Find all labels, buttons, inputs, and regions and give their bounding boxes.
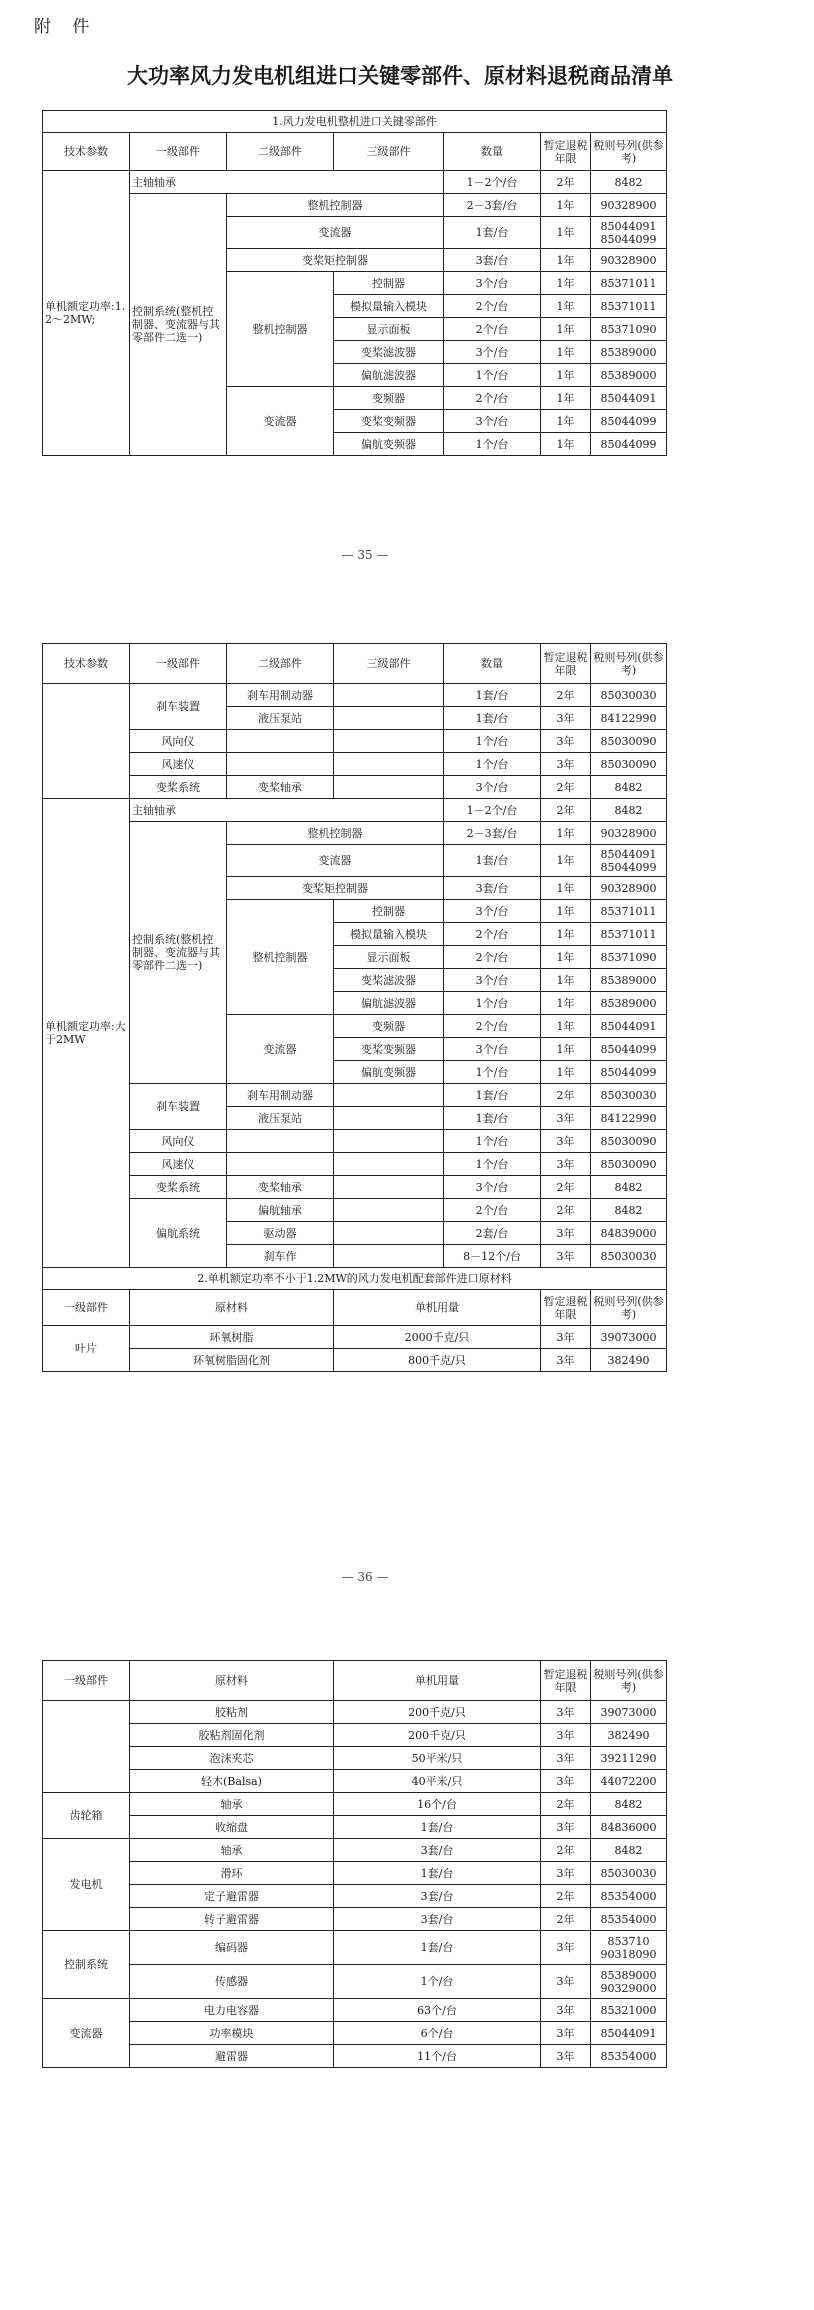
- table-cell: 39073000: [591, 1326, 667, 1349]
- parts-table-page-35: [42, 110, 667, 456]
- table-cell: 85030090: [591, 1130, 667, 1153]
- table-cell: 1年: [541, 295, 591, 318]
- table-cell: [43, 1701, 130, 1793]
- table-cell: [334, 1245, 444, 1268]
- header-cell: 原材料: [130, 1661, 334, 1701]
- table-cell: 环氧树脂固化剂: [130, 1349, 334, 1372]
- table-cell: 1个/台: [444, 1130, 541, 1153]
- tech-param-cell: 单机额定功率:大于2MW: [43, 799, 130, 1268]
- header-cell: 技术参数: [43, 133, 130, 171]
- table-cell: 85044099: [591, 1038, 667, 1061]
- table-cell: [43, 684, 130, 799]
- table-cell: 3个/台: [444, 410, 541, 433]
- table-cell: 8482: [591, 776, 667, 799]
- table-cell: 变桨系统: [130, 776, 227, 799]
- table-cell: 轴承: [130, 1839, 334, 1862]
- table-cell: 液压泵站: [227, 707, 334, 730]
- table-cell: 1个/台: [444, 1061, 541, 1084]
- table-cell: 1个/台: [444, 730, 541, 753]
- header-cell: 一级部件: [43, 1661, 130, 1701]
- table-cell: 收缩盘: [130, 1816, 334, 1839]
- header-cell: 一级部件: [130, 644, 227, 684]
- table-cell: [334, 1176, 444, 1199]
- table-cell: 风向仪: [130, 730, 227, 753]
- table-cell: 3年: [541, 1222, 591, 1245]
- header-cell: 技术参数: [43, 644, 130, 684]
- header-cell: 二级部件: [227, 133, 334, 171]
- table-cell: 3个/台: [444, 272, 541, 295]
- table-cell: 1年: [541, 822, 591, 845]
- table-cell: 2000千克/只: [334, 1326, 541, 1349]
- table-cell: 模拟量输入模块: [334, 923, 444, 946]
- section-title: 2.单机额定功率不小于1.2MW的风力发电机配套部件进口原材料: [43, 1268, 667, 1290]
- table-cell: [334, 1153, 444, 1176]
- table-cell: 16个/台: [334, 1793, 541, 1816]
- table-cell: 变桨变频器: [334, 410, 444, 433]
- table-cell: 3年: [541, 1747, 591, 1770]
- table-cell: 变流器: [227, 387, 334, 456]
- table-cell: 853710 90318090: [591, 1931, 667, 1965]
- table-cell: 1年: [541, 946, 591, 969]
- table-cell: 85030030: [591, 1245, 667, 1268]
- table-cell: 整机控制器: [227, 822, 444, 845]
- table-cell: 变桨滤波器: [334, 969, 444, 992]
- table-cell: 3年: [541, 1107, 591, 1130]
- table-cell: 3年: [541, 1965, 591, 1999]
- section-title: 1.风力发电机整机进口关键零部件: [43, 111, 667, 133]
- table-cell: 50平米/只: [334, 1747, 541, 1770]
- table-cell: 2个/台: [444, 318, 541, 341]
- table-cell: 1年: [541, 364, 591, 387]
- table-cell: 39073000: [591, 1701, 667, 1724]
- table-cell: 85030030: [591, 684, 667, 707]
- header-cell: 暂定退税年限: [541, 644, 591, 684]
- table-cell: 3年: [541, 1701, 591, 1724]
- table-cell: 40平米/只: [334, 1770, 541, 1793]
- table-cell: 85354000: [591, 1885, 667, 1908]
- table-cell: 变桨系统: [130, 1176, 227, 1199]
- table-cell: 1年: [541, 318, 591, 341]
- table-cell: 3年: [541, 1999, 591, 2022]
- header-cell: 单机用量: [334, 1290, 541, 1326]
- table-cell: 2年: [541, 1793, 591, 1816]
- table-cell: 偏航滤波器: [334, 992, 444, 1015]
- table-cell: 变桨轴承: [227, 1176, 334, 1199]
- table-cell: [227, 1130, 334, 1153]
- table-cell: 85371011: [591, 923, 667, 946]
- table-cell: [334, 730, 444, 753]
- table-cell: 3个/台: [444, 341, 541, 364]
- table-cell: 控制系统: [43, 1931, 130, 1999]
- table-cell: 偏航变频器: [334, 433, 444, 456]
- table-cell: 8－12个/台: [444, 1245, 541, 1268]
- header-cell: 三级部件: [334, 644, 444, 684]
- table-cell: [334, 1130, 444, 1153]
- table-cell: 3年: [541, 1245, 591, 1268]
- table-cell: 6个/台: [334, 2022, 541, 2045]
- table-cell: 主轴轴承: [130, 171, 444, 194]
- table-cell: 1年: [541, 900, 591, 923]
- table-cell: 叶片: [43, 1326, 130, 1372]
- header-cell: 暂定退税年限: [541, 133, 591, 171]
- table-cell: 刹车装置: [130, 684, 227, 730]
- header-cell: 数量: [444, 644, 541, 684]
- header-cell: 三级部件: [334, 133, 444, 171]
- annex-label: 附 件: [34, 17, 98, 37]
- table-cell: [227, 1153, 334, 1176]
- table-cell: [227, 730, 334, 753]
- table-cell: 3年: [541, 2045, 591, 2068]
- table-cell: 显示面板: [334, 946, 444, 969]
- table-cell: 偏航系统: [130, 1199, 227, 1268]
- table-cell: 齿轮箱: [43, 1793, 130, 1839]
- table-cell: 8482: [591, 171, 667, 194]
- table-cell: 3个/台: [444, 1038, 541, 1061]
- table-cell: 3年: [541, 1816, 591, 1839]
- table-cell: 3年: [541, 1326, 591, 1349]
- table-cell: 刹车用制动器: [227, 684, 334, 707]
- table-cell: [334, 776, 444, 799]
- table-cell: [334, 753, 444, 776]
- table-cell: 刹车作: [227, 1245, 334, 1268]
- table-cell: 85389000: [591, 341, 667, 364]
- table-cell: 2年: [541, 1885, 591, 1908]
- table-cell: 显示面板: [334, 318, 444, 341]
- table-cell: 整机控制器: [227, 272, 334, 387]
- table-cell: 偏航轴承: [227, 1199, 334, 1222]
- table-cell: 1年: [541, 1015, 591, 1038]
- table-cell: 85030090: [591, 1153, 667, 1176]
- table-cell: 电力电容器: [130, 1999, 334, 2022]
- parts-table-page-36: [42, 643, 667, 1372]
- table-cell: 85371090: [591, 318, 667, 341]
- table-cell: 3年: [541, 1349, 591, 1372]
- header-cell: 税则号列(供参考): [591, 644, 667, 684]
- table-cell: 1套/台: [444, 217, 541, 249]
- table-cell: 胶粘剂固化剂: [130, 1724, 334, 1747]
- table-cell: 3套/台: [334, 1839, 541, 1862]
- table-cell: 1年: [541, 1061, 591, 1084]
- table-cell: 85354000: [591, 2045, 667, 2068]
- table-cell: 85044091: [591, 1015, 667, 1038]
- table-cell: 液压泵站: [227, 1107, 334, 1130]
- table-cell: 1年: [541, 410, 591, 433]
- table-cell: 3个/台: [444, 776, 541, 799]
- table-cell: 1年: [541, 341, 591, 364]
- table-cell: [334, 1107, 444, 1130]
- table-cell: 2－3套/台: [444, 194, 541, 217]
- table-cell: 3套/台: [444, 877, 541, 900]
- table-cell: 1年: [541, 1038, 591, 1061]
- table-cell: 39211290: [591, 1747, 667, 1770]
- table-cell: [334, 1222, 444, 1245]
- table-cell: 1套/台: [444, 684, 541, 707]
- table-cell: 85321000: [591, 1999, 667, 2022]
- table-cell: 变流器: [227, 217, 444, 249]
- table-cell: 2个/台: [444, 1199, 541, 1222]
- table-cell: 84839000: [591, 1222, 667, 1245]
- table-cell: 3年: [541, 1130, 591, 1153]
- table-cell: 变流器: [227, 845, 444, 877]
- table-cell: [334, 707, 444, 730]
- table-cell: 3套/台: [334, 1885, 541, 1908]
- table-cell: 3个/台: [444, 900, 541, 923]
- table-cell: 主轴轴承: [130, 799, 444, 822]
- table-cell: 2年: [541, 1908, 591, 1931]
- table-cell: 2年: [541, 1084, 591, 1107]
- table-cell: 85030030: [591, 1084, 667, 1107]
- table-cell: 1个/台: [444, 433, 541, 456]
- table-cell: [334, 1199, 444, 1222]
- table-cell: 2个/台: [444, 1015, 541, 1038]
- table-cell: 1套/台: [444, 845, 541, 877]
- table-cell: 胶粘剂: [130, 1701, 334, 1724]
- table-cell: 3套/台: [444, 249, 541, 272]
- table-cell: 发电机: [43, 1839, 130, 1931]
- table-cell: 84836000: [591, 1816, 667, 1839]
- table-cell: [334, 1084, 444, 1107]
- table-cell: 85389000: [591, 992, 667, 1015]
- table-cell: 2－3套/台: [444, 822, 541, 845]
- table-cell: 3年: [541, 730, 591, 753]
- table-cell: 3年: [541, 2022, 591, 2045]
- table-cell: 85030090: [591, 730, 667, 753]
- table-cell: 刹车装置: [130, 1084, 227, 1130]
- table-cell: 85030090: [591, 753, 667, 776]
- header-cell: 税则号列(供参考): [591, 1290, 667, 1326]
- table-cell: 3年: [541, 1724, 591, 1747]
- table-cell: 8482: [591, 799, 667, 822]
- table-cell: 1年: [541, 217, 591, 249]
- table-cell: 382490: [591, 1724, 667, 1747]
- table-cell: 85030030: [591, 1862, 667, 1885]
- table-cell: 滑环: [130, 1862, 334, 1885]
- table-cell: 1年: [541, 845, 591, 877]
- control-system-cell: 控制系统(整机控制器、变流器与其零部件二选一): [130, 194, 227, 456]
- table-cell: 变频器: [334, 1015, 444, 1038]
- table-cell: 驱动器: [227, 1222, 334, 1245]
- table-cell: 1套/台: [444, 1107, 541, 1130]
- table-cell: 1套/台: [334, 1816, 541, 1839]
- table-cell: 变桨滤波器: [334, 341, 444, 364]
- table-cell: 85389000: [591, 969, 667, 992]
- table-cell: 8482: [591, 1839, 667, 1862]
- table-cell: 8482: [591, 1176, 667, 1199]
- table-cell: 85389000 90329000: [591, 1965, 667, 1999]
- header-cell: 税则号列(供参考): [591, 133, 667, 171]
- table-cell: 2个/台: [444, 295, 541, 318]
- table-cell: 1年: [541, 877, 591, 900]
- table-cell: 控制器: [334, 272, 444, 295]
- table-cell: 85044091: [591, 2022, 667, 2045]
- table-cell: 功率模块: [130, 2022, 334, 2045]
- table-cell: 偏航滤波器: [334, 364, 444, 387]
- table-cell: 轻木(Balsa): [130, 1770, 334, 1793]
- table-cell: 2年: [541, 1199, 591, 1222]
- table-cell: 1套/台: [334, 1931, 541, 1965]
- header-cell: 暂定退税年限: [541, 1290, 591, 1326]
- table-cell: 2年: [541, 684, 591, 707]
- table-cell: 风速仪: [130, 753, 227, 776]
- table-cell: 63个/台: [334, 1999, 541, 2022]
- header-cell: 二级部件: [227, 644, 334, 684]
- table-cell: 变桨矩控制器: [227, 249, 444, 272]
- table-cell: 85044099: [591, 433, 667, 456]
- tech-param-cell: 单机额定功率:1.2～2MW;: [43, 171, 130, 456]
- table-cell: [334, 684, 444, 707]
- table-cell: 85389000: [591, 364, 667, 387]
- table-cell: 模拟量输入模块: [334, 295, 444, 318]
- table-cell: 轴承: [130, 1793, 334, 1816]
- header-cell: 税则号列(供参考): [591, 1661, 667, 1701]
- table-cell: [227, 753, 334, 776]
- table-cell: 2个/台: [444, 387, 541, 410]
- header-cell: 一级部件: [130, 133, 227, 171]
- table-cell: 85044091 85044099: [591, 845, 667, 877]
- table-cell: 1年: [541, 387, 591, 410]
- table-cell: 1个/台: [444, 364, 541, 387]
- table-cell: 传感器: [130, 1965, 334, 1999]
- table-cell: 变流器: [227, 1015, 334, 1084]
- table-cell: 3年: [541, 1153, 591, 1176]
- table-cell: 1年: [541, 433, 591, 456]
- table-cell: 风向仪: [130, 1130, 227, 1153]
- header-cell: 一级部件: [43, 1290, 130, 1326]
- table-cell: 转子避雷器: [130, 1908, 334, 1931]
- table-cell: 1－2个/台: [444, 799, 541, 822]
- table-cell: 2年: [541, 1839, 591, 1862]
- table-cell: 1年: [541, 194, 591, 217]
- table-cell: 1套/台: [444, 1084, 541, 1107]
- table-cell: 3年: [541, 1931, 591, 1965]
- page-number: — 36 —: [341, 1570, 389, 1584]
- header-cell: 数量: [444, 133, 541, 171]
- table-cell: 2年: [541, 799, 591, 822]
- table-cell: 避雷器: [130, 2045, 334, 2068]
- table-cell: 2年: [541, 776, 591, 799]
- table-cell: 200千克/只: [334, 1724, 541, 1747]
- table-cell: 3年: [541, 707, 591, 730]
- table-cell: 90328900: [591, 822, 667, 845]
- table-cell: 1年: [541, 272, 591, 295]
- table-cell: 环氧树脂: [130, 1326, 334, 1349]
- table-cell: 泡沫夹芯: [130, 1747, 334, 1770]
- table-cell: 1年: [541, 992, 591, 1015]
- table-cell: 84122990: [591, 1107, 667, 1130]
- table-cell: 变桨变频器: [334, 1038, 444, 1061]
- table-cell: 3年: [541, 753, 591, 776]
- table-cell: 11个/台: [334, 2045, 541, 2068]
- table-cell: 变流器: [43, 1999, 130, 2068]
- table-cell: 85371011: [591, 900, 667, 923]
- table-cell: 2套/台: [444, 1222, 541, 1245]
- table-cell: 8482: [591, 1793, 667, 1816]
- table-cell: 85371011: [591, 295, 667, 318]
- table-cell: 382490: [591, 1349, 667, 1372]
- header-cell: 暂定退税年限: [541, 1661, 591, 1701]
- table-cell: 85044099: [591, 410, 667, 433]
- table-cell: 1个/台: [444, 753, 541, 776]
- table-cell: 200千克/只: [334, 1701, 541, 1724]
- table-cell: 1个/台: [334, 1965, 541, 1999]
- table-cell: 1年: [541, 923, 591, 946]
- materials-table-page-37: [42, 1660, 667, 2068]
- table-cell: 定子避雷器: [130, 1885, 334, 1908]
- table-cell: 1年: [541, 969, 591, 992]
- header-cell: 原材料: [130, 1290, 334, 1326]
- table-cell: 1个/台: [444, 1153, 541, 1176]
- table-cell: 3个/台: [444, 969, 541, 992]
- table-cell: 1－2个/台: [444, 171, 541, 194]
- table-cell: 85371011: [591, 272, 667, 295]
- table-cell: 整机控制器: [227, 900, 334, 1015]
- table-cell: 2个/台: [444, 946, 541, 969]
- table-cell: 1年: [541, 249, 591, 272]
- table-cell: 3年: [541, 1770, 591, 1793]
- document-title: 大功率风力发电机组进口关键零部件、原材料退税商品清单: [127, 64, 673, 88]
- table-cell: 2年: [541, 1176, 591, 1199]
- table-cell: 1套/台: [334, 1862, 541, 1885]
- table-cell: 85044091 85044099: [591, 217, 667, 249]
- table-cell: 控制器: [334, 900, 444, 923]
- table-cell: 变频器: [334, 387, 444, 410]
- table-cell: 800千克/只: [334, 1349, 541, 1372]
- table-cell: 3个/台: [444, 1176, 541, 1199]
- table-cell: 风速仪: [130, 1153, 227, 1176]
- table-cell: 1个/台: [444, 992, 541, 1015]
- table-cell: 偏航变频器: [334, 1061, 444, 1084]
- table-cell: 变桨轴承: [227, 776, 334, 799]
- table-cell: 85371090: [591, 946, 667, 969]
- header-cell: 单机用量: [334, 1661, 541, 1701]
- table-cell: 85354000: [591, 1908, 667, 1931]
- table-cell: 整机控制器: [227, 194, 444, 217]
- table-cell: 84122990: [591, 707, 667, 730]
- table-cell: 刹车用制动器: [227, 1084, 334, 1107]
- table-cell: 3年: [541, 1862, 591, 1885]
- table-cell: 90328900: [591, 249, 667, 272]
- table-cell: 8482: [591, 1199, 667, 1222]
- table-cell: 85044099: [591, 1061, 667, 1084]
- table-cell: 1套/台: [444, 707, 541, 730]
- table-cell: 2年: [541, 171, 591, 194]
- table-cell: 编码器: [130, 1931, 334, 1965]
- table-cell: 85044091: [591, 387, 667, 410]
- table-cell: 90328900: [591, 194, 667, 217]
- table-cell: 44072200: [591, 1770, 667, 1793]
- table-cell: 3套/台: [334, 1908, 541, 1931]
- control-system-cell: 控制系统(整机控制器、变流器与其零部件二选一): [130, 822, 227, 1084]
- table-cell: 90328900: [591, 877, 667, 900]
- table-cell: 变桨矩控制器: [227, 877, 444, 900]
- table-cell: 2个/台: [444, 923, 541, 946]
- page-number: — 35 —: [341, 548, 389, 562]
